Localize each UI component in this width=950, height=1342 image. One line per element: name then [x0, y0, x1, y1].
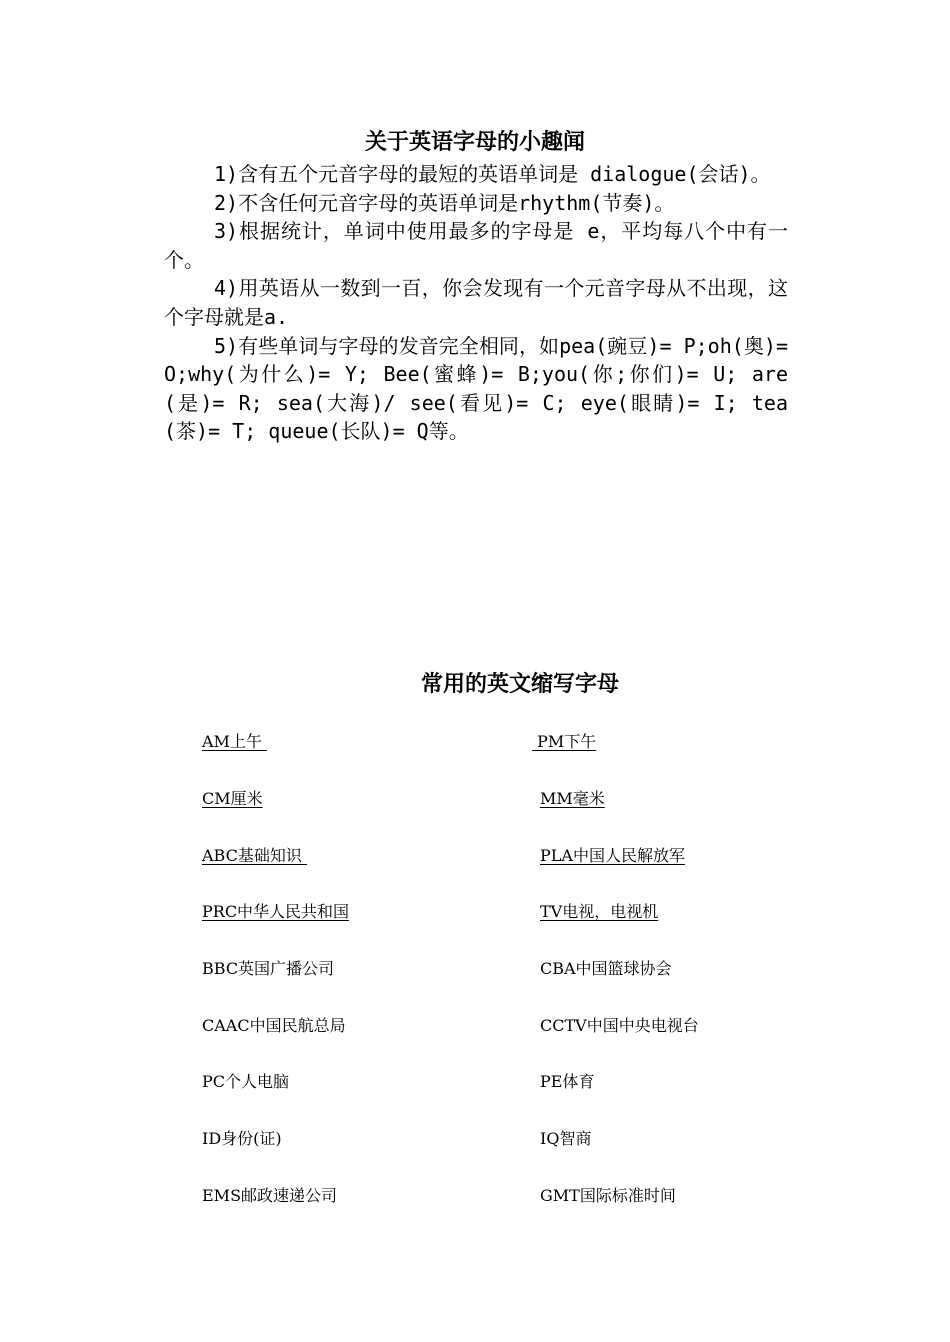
abbr-item-bbc: BBC英国广播公司	[202, 959, 335, 978]
abbr-item-mm[interactable]: MM毫米	[540, 789, 605, 808]
abbr-item-cba: CBA中国篮球协会	[540, 959, 672, 978]
abbr-item-cm[interactable]: CM厘米	[202, 789, 263, 808]
abbr-item-abc[interactable]: ABC基础知识	[202, 846, 307, 865]
abbr-item-pe: PE体育	[540, 1072, 595, 1091]
fact-paragraph-1: 1)含有五个元音字母的最短的英语单词是 dialogue(会话)。	[214, 162, 771, 186]
abbr-item-cctv: CCTV中国中央电视台	[540, 1016, 699, 1035]
abbr-item-tv[interactable]: TV电视，电视机	[540, 902, 659, 921]
fact-paragraph-4: 4)用英语从一数到一百，你会发现有一个元音字母从不出现，这个字母就是a.	[164, 276, 788, 329]
abbr-item-gmt: GMT国际标准时间	[540, 1186, 676, 1205]
abbr-item-prc[interactable]: PRC中华人民共和国	[202, 902, 350, 921]
fact-paragraph-2: 2)不含任何元音字母的英语单词是rhythm(节奏)。	[214, 190, 675, 215]
fact-paragraph-5: 5)有些单词与字母的发音完全相同，如pea(豌豆)= P;oh(奥)= O;why(为什么)= Y; Bee(蜜蜂)= B;you(你;你们)= U; are(是)= R; sea(大海)/ see(看见)= C; eye(眼睛)= I; tea(茶)= T; queue(长队)= Q等。	[164, 333, 788, 444]
abbr-item-pla[interactable]: PLA中国人民解放军	[540, 846, 685, 865]
abbr-item-pc: PC个人电脑	[202, 1072, 290, 1091]
abbr-item-ems: EMS邮政速递公司	[202, 1186, 338, 1205]
page-title: 关于英语字母的小趣闻	[364, 130, 585, 155]
abbr-item-caac: CAAC中国民航总局	[202, 1016, 346, 1035]
abbr-item-pm[interactable]: PM下午	[532, 732, 597, 751]
fact-paragraph-3: 3)根据统计，单词中使用最多的字母是 e，平均每八个中有一个。	[164, 219, 788, 272]
abbr-item-am[interactable]: AM上午	[202, 732, 268, 751]
abbr-item-iq: IQ智商	[540, 1129, 592, 1148]
abbreviations-title: 常用的英文缩写字母	[420, 672, 619, 697]
abbr-item-id: ID身份(证)	[202, 1129, 282, 1148]
